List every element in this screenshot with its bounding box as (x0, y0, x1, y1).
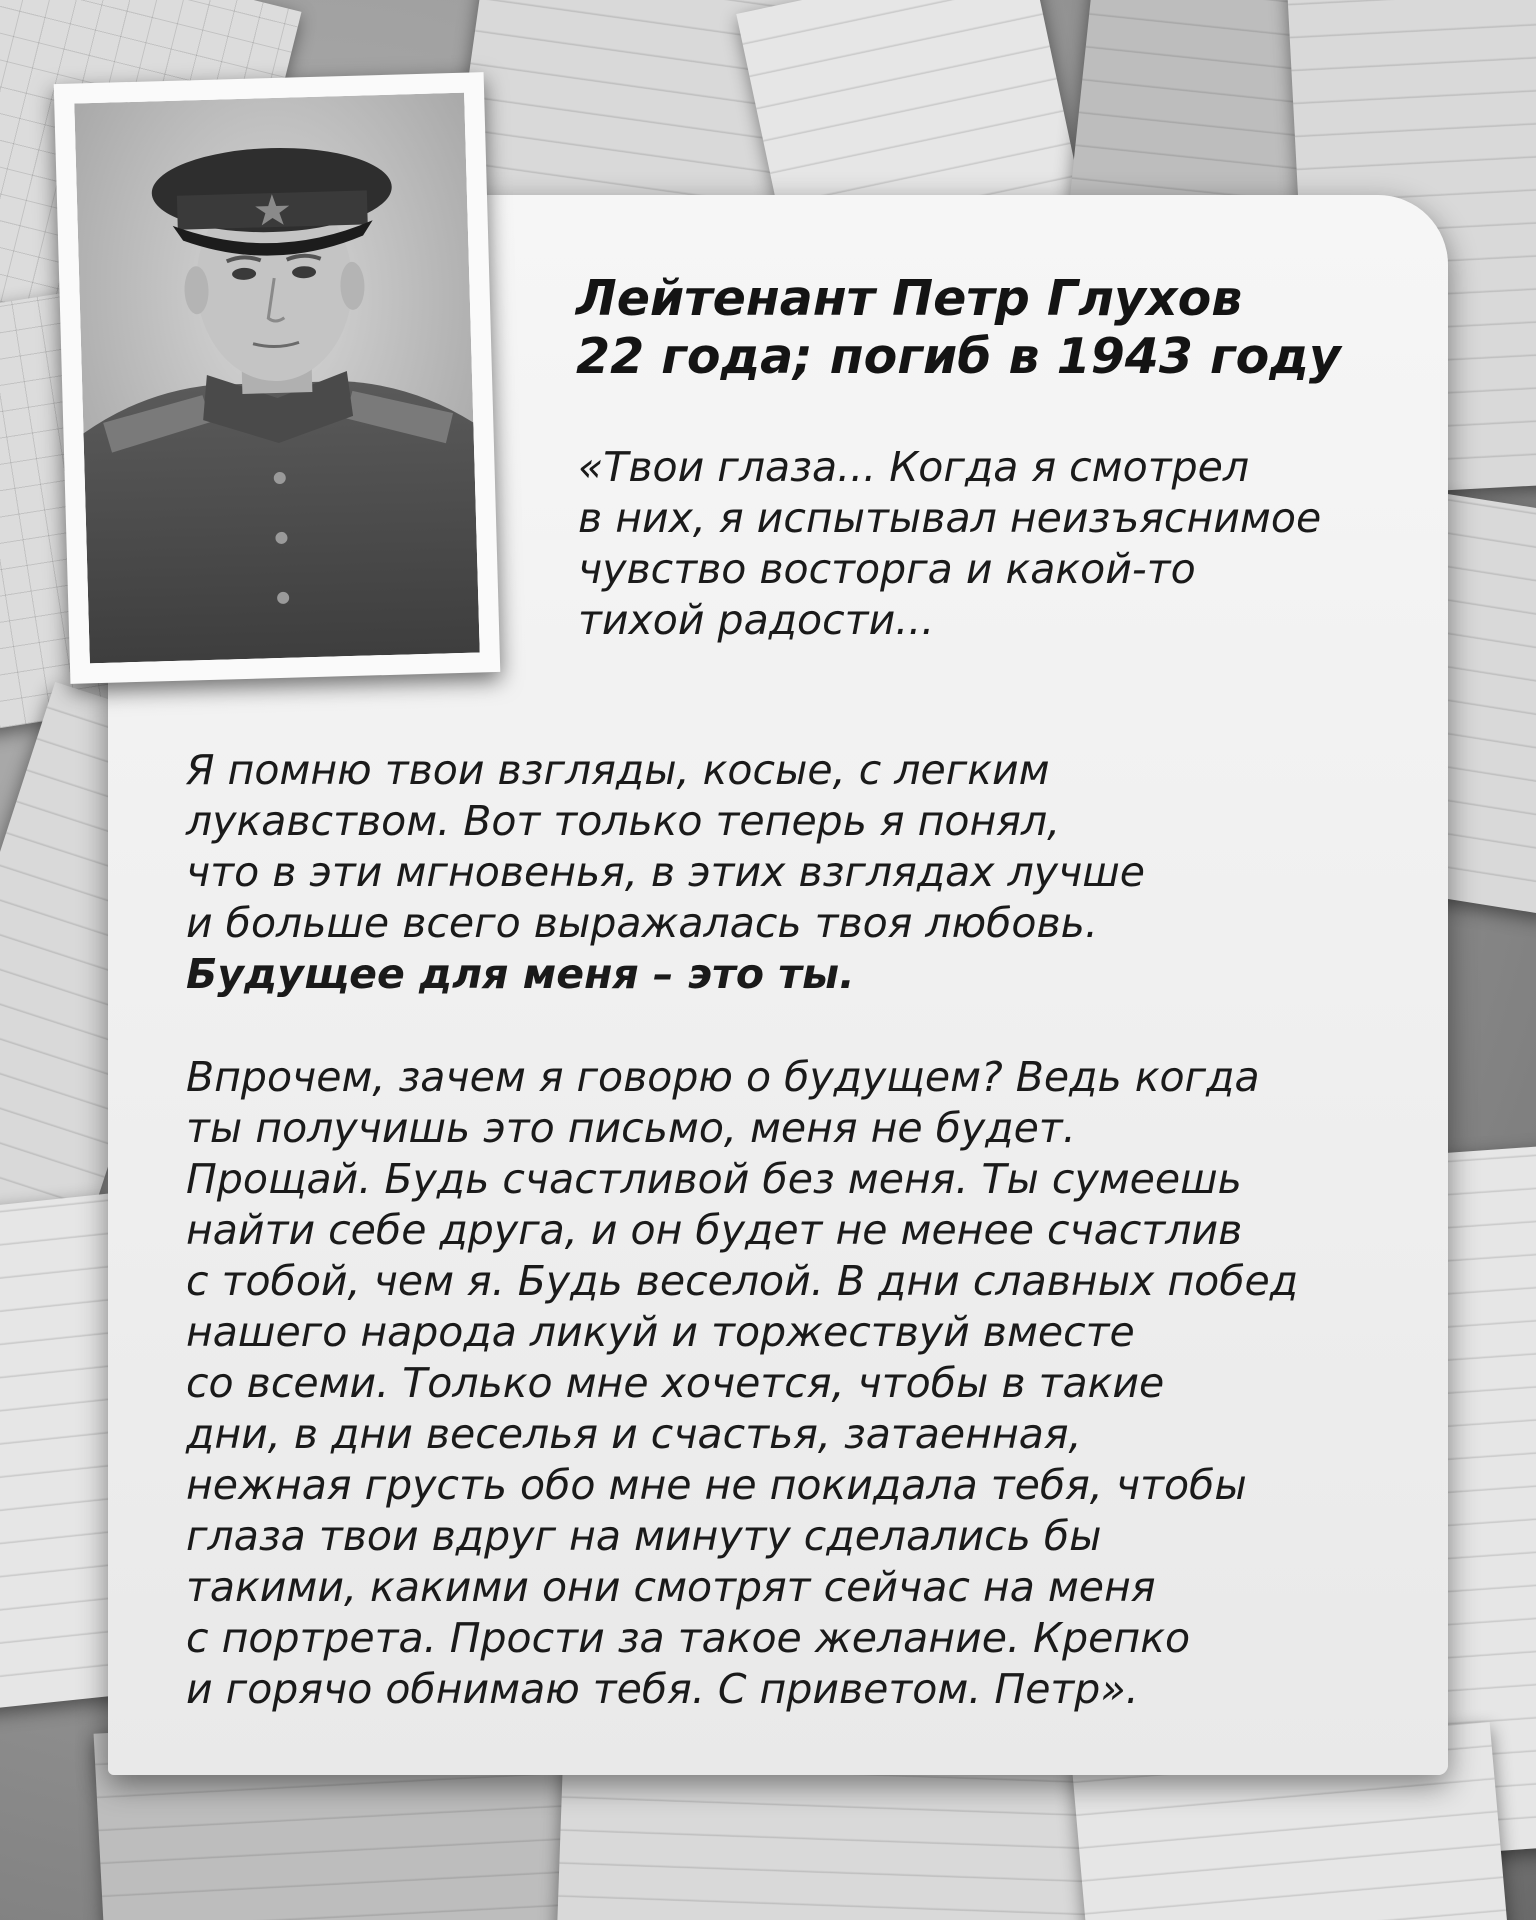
portrait-photo-frame (54, 72, 501, 684)
letter-heading (576, 270, 1396, 386)
soldier-age-death: 22 года; погиб в 1943 году (576, 328, 1341, 385)
soldier-portrait-icon (74, 93, 479, 664)
letter-quote-intro: «Твои глаза... Когда я смотрел в них, я испытывал неизъяснимое чувство восторга и какой-то тихой радости... (578, 443, 1322, 644)
portrait-photo (74, 93, 479, 664)
letter-paragraph-1-text: Я помню твои взгляды, косые, с легким лукавством. Вот только теперь я понял, что в эти мгновенья, в этих взглядах лучше и больше всего выражалась твоя любовь. (186, 746, 1146, 947)
letter-emphasis: Будущее для меня – это ты. (186, 950, 855, 998)
soldier-name: Лейтенант Петр Глухов (576, 270, 1243, 327)
letter-paragraph-1 (186, 745, 1406, 1000)
letter-paragraph-2: Впрочем, зачем я говорю о будущем? Ведь когда ты получишь это письмо, меня не будет. Прощай. Будь счастливой без меня. Ты сумеешь найти себе друга, и он будет не менее счастлив с тобой, чем я. Будь веселой. В дни славных побед нашего народа ликуй и торжествуй вместе со всеми. Только мне хочется, чтобы в такие дни, в дни веселья и счастья, затаенная, нежная грусть обо мне не покидала тебя, чтобы глаза твои вдруг на минуту сделались бы такими, какими они смотрят сейчас на меня с портрета. Прости за такое желание. Крепко и горячо обнимаю тебя. С приветом. Петр». (186, 1053, 1299, 1713)
